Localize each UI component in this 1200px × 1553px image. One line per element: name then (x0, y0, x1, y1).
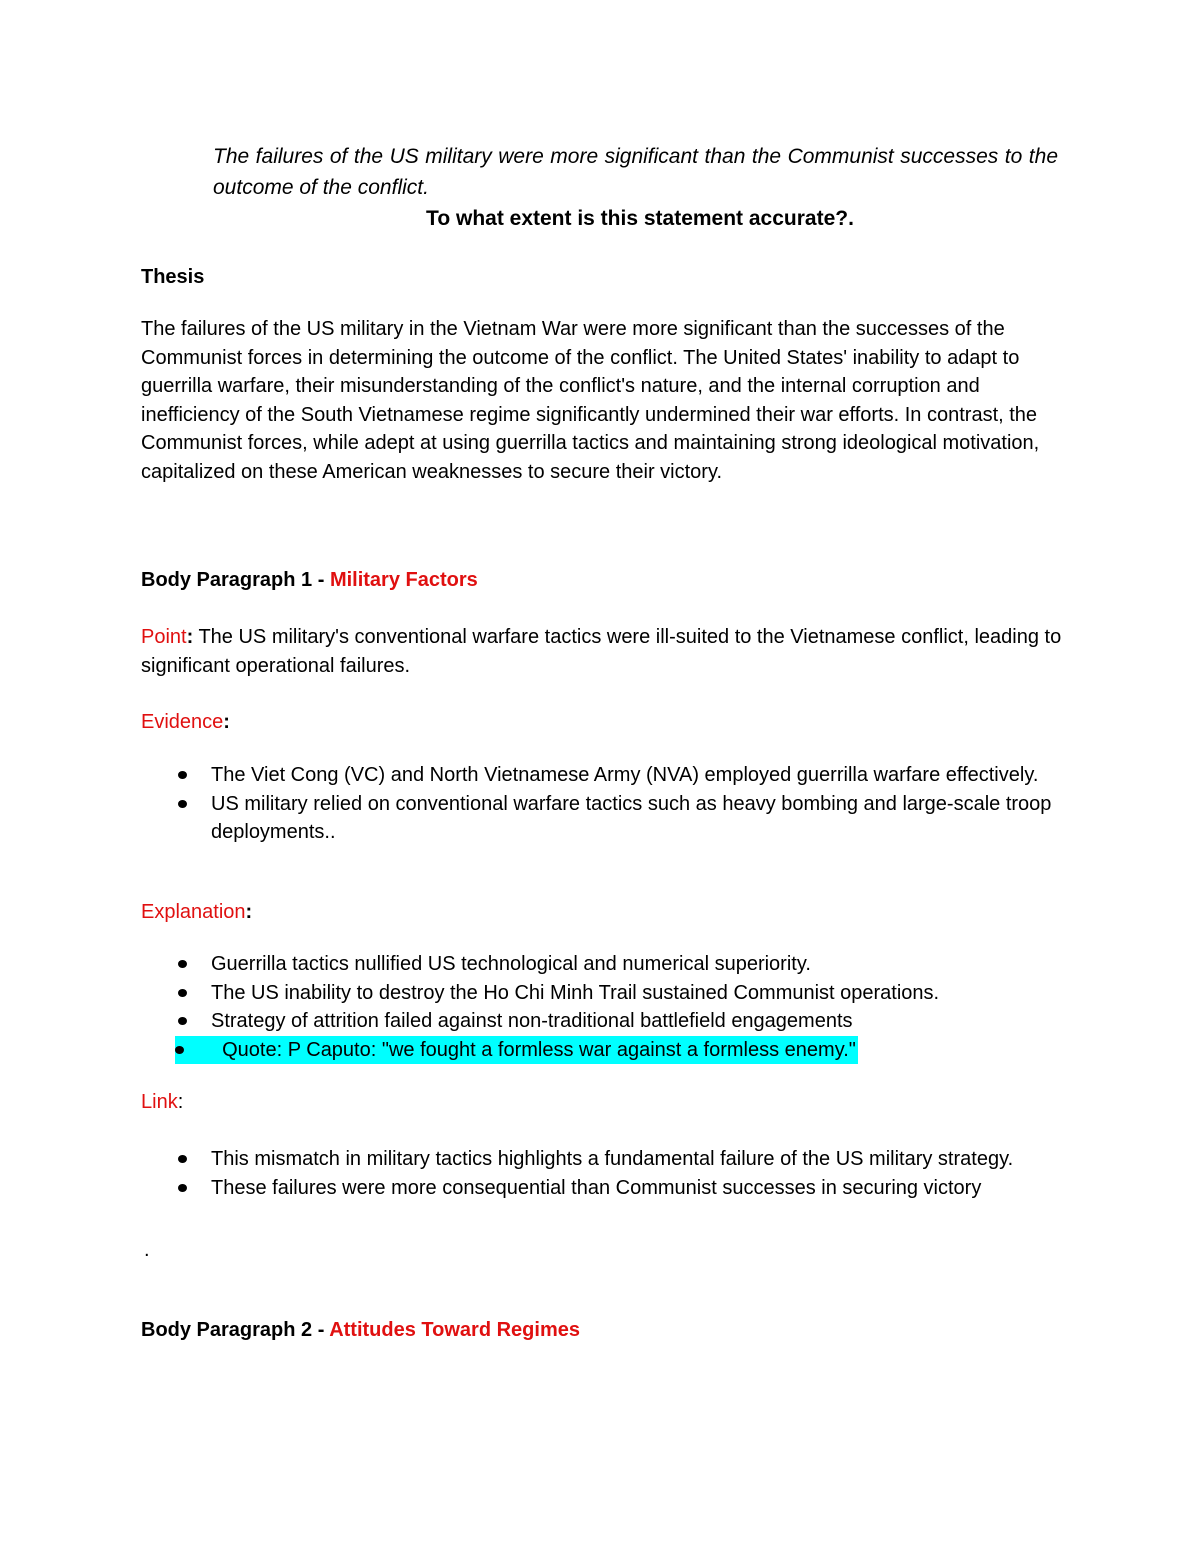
bullet-icon (178, 989, 187, 997)
evidence-colon: : (223, 711, 230, 733)
evidence-list (178, 761, 1058, 847)
trailing-period: . (144, 1239, 150, 1261)
body1-heading-topic: Military Factors (329, 569, 478, 591)
prompt-statement: The failures of the US military were more significant than the Communist successes to the outcome of the conflict. (213, 145, 1058, 199)
list-item (178, 761, 1058, 790)
list-item (178, 979, 1058, 1008)
list-item-text: The Viet Cong (VC) and North Vietnamese Army (NVA) employed guerrilla warfare effectively. (211, 764, 1039, 786)
list-item (178, 790, 1058, 847)
list-item-text: These failures were more consequential than Communist successes in securing victory (211, 1176, 982, 1199)
list-item-text: This mismatch in military tactics highlights a fundamental failure of the US military strategy. (211, 1148, 1014, 1170)
link-colon: : (177, 1091, 184, 1113)
link-label: Link (141, 1091, 178, 1113)
body1-heading (141, 566, 478, 594)
list-item-text: US military relied on conventional warfare tactics such as heavy bombing and large-scale troop deployments.. (211, 792, 1052, 843)
explanation-label: Explanation (141, 901, 246, 923)
body1-heading-prefix: Body Paragraph 1 - (141, 569, 330, 591)
bullet-icon (178, 1184, 187, 1192)
bullet-icon (178, 771, 187, 779)
explanation-label-line (141, 898, 252, 926)
list-item (178, 1007, 1058, 1036)
body2-heading (141, 1316, 580, 1344)
point-label: Point (141, 626, 187, 648)
point-text: The US military's conventional warfare tactics were ill-suited to the Vietnamese conflict, leading to significant operational failures. (141, 626, 1062, 677)
bullet-icon (175, 1046, 184, 1054)
quote-text: Quote: P Caputo: "we fought a formless war against a formless enemy." (211, 1038, 856, 1061)
body1-point (141, 623, 1071, 680)
list-item (178, 1174, 1058, 1203)
list-item-text: Strategy of attrition failed against non-traditional battlefield engagements (211, 1010, 853, 1032)
explanation-colon: : (245, 901, 253, 923)
prompt-question: To what extent is this statement accurate?. (426, 207, 854, 230)
list-item-text: The US inability to destroy the Ho Chi Minh Trail sustained Communist operations. (211, 981, 940, 1004)
bullet-icon (178, 800, 187, 808)
thesis-text: The failures of the US military in the Vietnam War were more significant than the successes of the Communist forces in determining the outcome of the conflict. The United States' inability to adapt to guerrilla warfare, their misunderstanding of the conflict's nature, and the internal corruption and inefficiency of the South Vietnamese regime significantly undermined their war efforts. In contrast, the Communist forces, while adept at using guerrilla tactics and maintaining strong ideological motivation, capitalized on these American weaknesses to secure their victory. (141, 318, 1040, 483)
bullet-icon (178, 960, 187, 968)
body2-heading-prefix: Body Paragraph 2 - (141, 1319, 330, 1341)
body2-heading-topic: Attitudes Toward Regimes (329, 1319, 580, 1341)
bullet-icon (178, 1017, 187, 1025)
bullet-icon (178, 1155, 187, 1163)
explanation-list (178, 950, 1058, 1064)
evidence-label-line (141, 708, 230, 736)
point-colon: : (186, 626, 194, 648)
list-item (178, 1145, 1058, 1174)
quote-item (178, 1036, 1058, 1065)
link-label-line (141, 1088, 183, 1116)
thesis-heading: Thesis (141, 266, 205, 288)
list-item-text: Guerrilla tactics nullified US technological and numerical superiority. (211, 953, 811, 975)
evidence-label: Evidence (141, 711, 224, 733)
link-list (178, 1145, 1058, 1202)
list-item (178, 950, 1058, 979)
